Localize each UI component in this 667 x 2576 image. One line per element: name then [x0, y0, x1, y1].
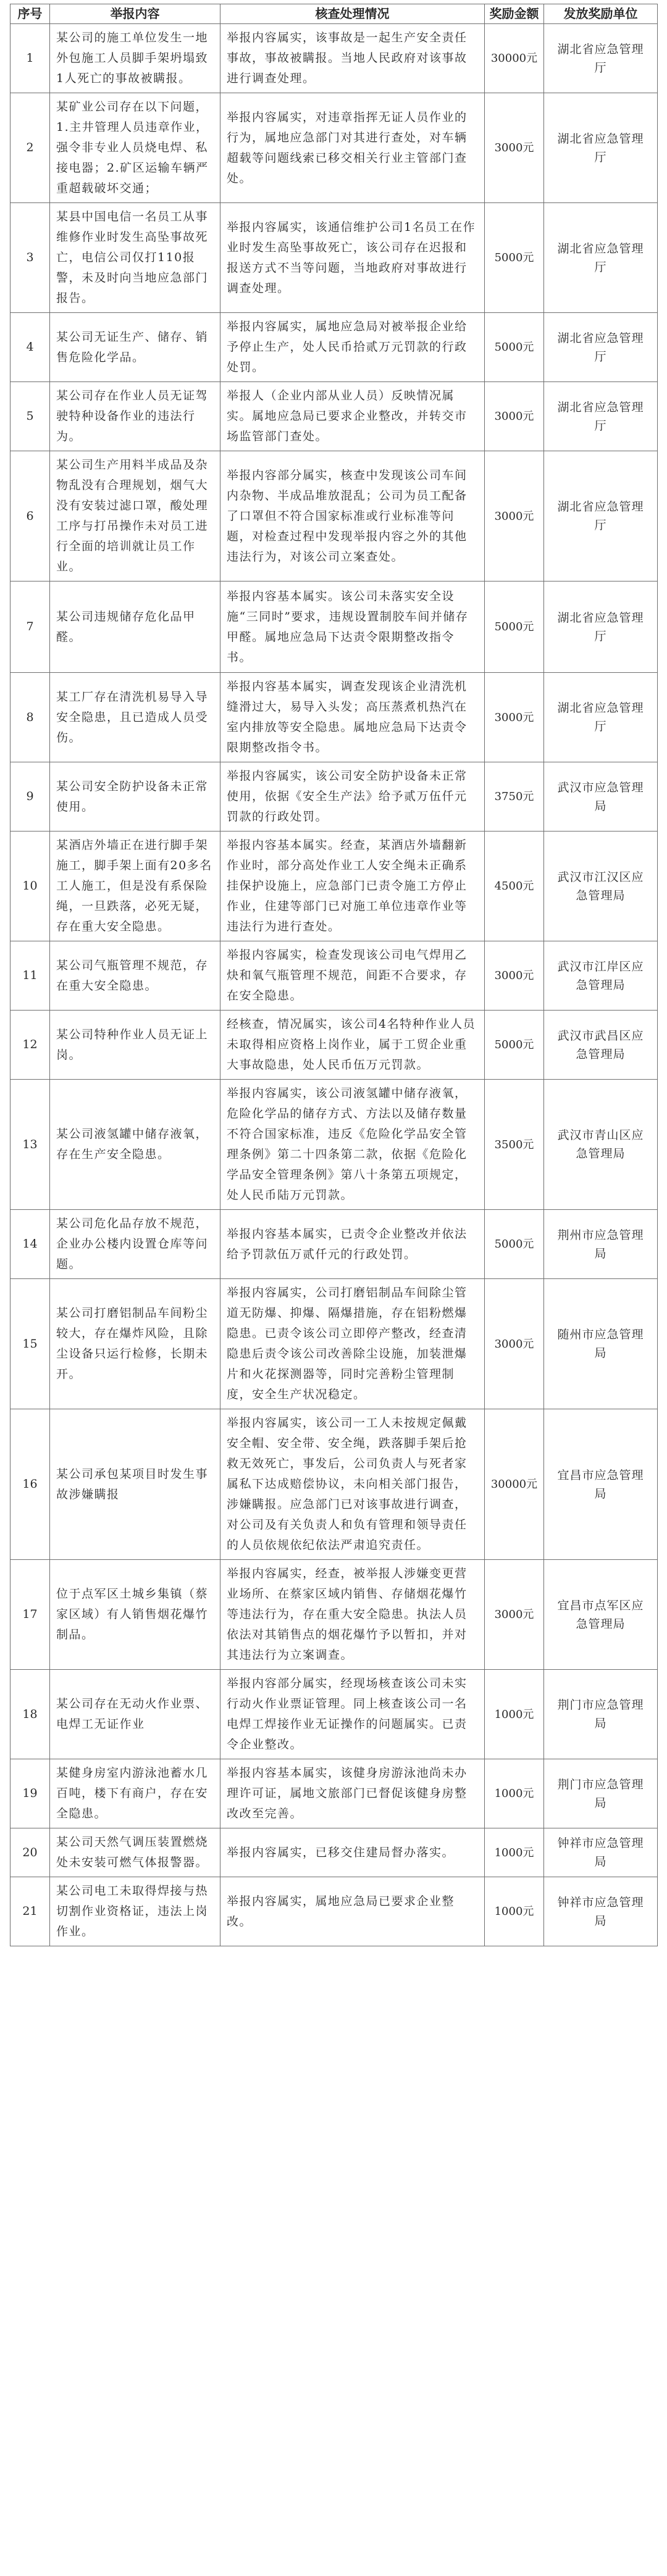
- reward-amount: 3500元: [485, 1080, 544, 1210]
- reward-amount: 1000元: [485, 1759, 544, 1828]
- table-row: [10, 1080, 658, 1210]
- table-row: [10, 832, 658, 941]
- table-row: [10, 1670, 658, 1759]
- table-row: [10, 451, 658, 581]
- check-result: 举报内容基本属实，该健身房游泳池尚未办理许可证，属地文旅部门已督促该健身房整改改至完善。: [220, 1759, 485, 1828]
- report-content: 某公司违规储存危化品甲醛。: [50, 581, 220, 673]
- check-result: 经核查，情况属实，该公司4名特种作业人员未取得相应资格上岗作业，属于工贸企业重大事故隐患，处人民币伍万元罚款。: [220, 1011, 485, 1080]
- reward-table: [10, 4, 658, 1946]
- header-check: 核查处理情况: [220, 4, 485, 24]
- issuing-unit: 武汉市青山区应急管理局: [544, 1080, 658, 1210]
- row-number: 18: [10, 1670, 50, 1759]
- report-content: 某公司承包某项目时发生事故涉嫌瞒报: [50, 1409, 220, 1560]
- row-number: 3: [10, 203, 50, 313]
- check-result: 举报内容基本属实，调查发现该企业清洗机缝滑过大，易导入头发；高压蒸煮机热汽在室内排放等安全隐患。属地应急局下达责令限期整改指令书。: [220, 673, 485, 762]
- reward-amount: 1000元: [485, 1670, 544, 1759]
- table-row: [10, 1011, 658, 1080]
- issuing-unit: 荆门市应急管理局: [544, 1759, 658, 1828]
- reward-amount: 3000元: [485, 673, 544, 762]
- issuing-unit: 钟祥市应急管理局: [544, 1828, 658, 1877]
- row-number: 19: [10, 1759, 50, 1828]
- row-number: 2: [10, 93, 50, 203]
- table-row: [10, 581, 658, 673]
- table-row: [10, 1828, 658, 1877]
- table-row: [10, 1409, 658, 1560]
- report-content: 某矿业公司存在以下问题，1.主井管理人员违章作业，强令非专业人员烧电焊、私接电器；2.矿区运输车辆严重超载破坏交通；: [50, 93, 220, 203]
- check-result: 举报内容属实，该公司液氢罐中储存液氧，危险化学品的储存方式、方法以及储存数量不符合国家标准，违反《危险化学品安全管理条例》第二十四条第二款，依据《危险化学品安全管理条例》第八十条第五项规定，处人民币陆万元罚款。: [220, 1080, 485, 1210]
- table-row: [10, 313, 658, 382]
- table-row: [10, 673, 658, 762]
- issuing-unit: 随州市应急管理局: [544, 1279, 658, 1409]
- reward-amount: 5000元: [485, 1011, 544, 1080]
- table-row: [10, 1560, 658, 1670]
- table-row: [10, 762, 658, 832]
- reward-amount: 3000元: [485, 93, 544, 203]
- reward-amount: 5000元: [485, 1210, 544, 1279]
- issuing-unit: 武汉市江岸区应急管理局: [544, 941, 658, 1011]
- report-content: 某公司气瓶管理不规范，存在重大安全隐患。: [50, 941, 220, 1011]
- row-number: 16: [10, 1409, 50, 1560]
- row-number: 11: [10, 941, 50, 1011]
- issuing-unit: 荆州市应急管理局: [544, 1210, 658, 1279]
- report-content: 某公司安全防护设备未正常使用。: [50, 762, 220, 832]
- report-content: 某公司无证生产、储存、销售危险化学品。: [50, 313, 220, 382]
- report-content: 位于点军区土城乡集镇（蔡家区域）有人销售烟花爆竹制品。: [50, 1560, 220, 1670]
- check-result: 举报人（企业内部从业人员）反映情况属实。属地应急局已要求企业整改，并转交市场监管部门查处。: [220, 382, 485, 451]
- check-result: 举报内容基本属实。经查，某酒店外墙翻新作业时，部分高处作业工人安全绳未正确系挂保护设施上，应急部门已责令施工方停止作业，住建等部门已对施工单位违章作业等违法行为进行查处。: [220, 832, 485, 941]
- issuing-unit: 武汉市江汉区应急管理局: [544, 832, 658, 941]
- header-no: 序号: [10, 4, 50, 24]
- check-result: 举报内容属实，经查，被举报人涉嫌变更营业场所、在蔡家区域内销售、存储烟花爆竹等违法行为，存在重大安全隐患。执法人员依法对其销售点的烟花爆竹予以暂扣，并对其违法行为立案调查。: [220, 1560, 485, 1670]
- check-result: 举报内容属实，检查发现该公司电气焊用乙炔和氧气瓶管理不规范，间距不合要求，存在安全隐患。: [220, 941, 485, 1011]
- row-number: 9: [10, 762, 50, 832]
- check-result: 举报内容部分属实，核查中发现该公司车间内杂物、半成品堆放混乱；公司为员工配备了口罩但不符合国家标准或行业标准等问题，对检查过程中发现举报内容之外的其他违法行为，对该公司立案查处。: [220, 451, 485, 581]
- row-number: 14: [10, 1210, 50, 1279]
- issuing-unit: 湖北省应急管理厅: [544, 203, 658, 313]
- reward-amount: 30000元: [485, 24, 544, 93]
- issuing-unit: 宜昌市应急管理局: [544, 1409, 658, 1560]
- row-number: 6: [10, 451, 50, 581]
- check-result: 举报内容属实，属地应急局对被举报企业给予停止生产，处人民币拾贰万元罚款的行政处罚。: [220, 313, 485, 382]
- table-row: [10, 941, 658, 1011]
- report-content: 某公司液氢罐中储存液氧，存在生产安全隐患。: [50, 1080, 220, 1210]
- issuing-unit: 武汉市应急管理局: [544, 762, 658, 832]
- check-result: 举报内容属实，该公司安全防护设备未正常使用，依据《安全生产法》给予贰万伍仟元罚款的行政处罚。: [220, 762, 485, 832]
- row-number: 21: [10, 1877, 50, 1946]
- issuing-unit: 湖北省应急管理厅: [544, 24, 658, 93]
- report-content: 某工厂存在清洗机易导入导安全隐患，且已造成人员受伤。: [50, 673, 220, 762]
- check-result: 举报内容基本属实，已责令企业整改并依法给予罚款伍万贰仟元的行政处罚。: [220, 1210, 485, 1279]
- report-content: 某县中国电信一名员工从事维修作业时发生高坠事故死亡，电信公司仅打110报警，未及时向当地应急部门报告。: [50, 203, 220, 313]
- header-amount: 奖励金额: [485, 4, 544, 24]
- reward-amount: 3000元: [485, 1560, 544, 1670]
- header-unit: 发放奖励单位: [544, 4, 658, 24]
- issuing-unit: 宜昌市点军区应急管理局: [544, 1560, 658, 1670]
- issuing-unit: 钟祥市应急管理局: [544, 1877, 658, 1946]
- row-number: 1: [10, 24, 50, 93]
- check-result: 举报内容属实，公司打磨铝制品车间除尘管道无防爆、抑爆、隔爆措施，存在铝粉燃爆隐患。已责令该公司立即停产整改，经查清隐患后责令该公司改善除尘设施，加装泄爆片和火花探测器等，同时完善粉尘管理制度，安全生产状况稳定。: [220, 1279, 485, 1409]
- table-header-row: [10, 4, 658, 24]
- table-body: [10, 24, 658, 1946]
- check-result: 举报内容属实，该事故是一起生产安全责任事故，事故被瞒报。当地人民政府对该事故进行调查处理。: [220, 24, 485, 93]
- row-number: 17: [10, 1560, 50, 1670]
- document-page: [10, 4, 657, 1946]
- reward-amount: 1000元: [485, 1828, 544, 1877]
- check-result: 举报内容属实，该通信维护公司1名员工在作业时发生高坠事故死亡，该公司存在迟报和报送方式不当等问题，当地政府对事故进行调查处理。: [220, 203, 485, 313]
- report-content: 某公司存在作业人员无证驾驶特种设备作业的违法行为。: [50, 382, 220, 451]
- reward-amount: 3000元: [485, 451, 544, 581]
- row-number: 12: [10, 1011, 50, 1080]
- table-row: [10, 1877, 658, 1946]
- report-content: 某公司特种作业人员无证上岗。: [50, 1011, 220, 1080]
- row-number: 15: [10, 1279, 50, 1409]
- issuing-unit: 湖北省应急管理厅: [544, 93, 658, 203]
- check-result: 举报内容属实，该公司一工人未按规定佩戴安全帽、安全带、安全绳，跌落脚手架后抢救无效死亡，事发后，公司负责人与死者家属私下达成赔偿协议，未向相关部门报告，涉嫌瞒报。应急部门已对该事故进行调查，对公司及有关负责人和负有管理和领导责任的人员依规依纪依法严肃追究责任。: [220, 1409, 485, 1560]
- row-number: 8: [10, 673, 50, 762]
- row-number: 20: [10, 1828, 50, 1877]
- reward-amount: 30000元: [485, 1409, 544, 1560]
- issuing-unit: 荆门市应急管理局: [544, 1670, 658, 1759]
- reward-amount: 5000元: [485, 203, 544, 313]
- issuing-unit: 湖北省应急管理厅: [544, 451, 658, 581]
- row-number: 5: [10, 382, 50, 451]
- reward-amount: 3000元: [485, 941, 544, 1011]
- report-content: 某公司存在无动火作业票、电焊工无证作业: [50, 1670, 220, 1759]
- check-result: 举报内容部分属实，经现场核查该公司未实行动火作业票证管理。同上核查该公司一名电焊工焊接作业无证操作的问题属实。已责令企业整改。: [220, 1670, 485, 1759]
- header-report: 举报内容: [50, 4, 220, 24]
- check-result: 举报内容基本属实。该公司未落实安全设施“三同时”要求，违规设置制胶车间并储存甲醛。属地应急局下达责令限期整改指令书。: [220, 581, 485, 673]
- report-content: 某公司的施工单位发生一地外包施工人员脚手架坍塌致1人死亡的事故被瞒报。: [50, 24, 220, 93]
- reward-amount: 5000元: [485, 581, 544, 673]
- reward-amount: 5000元: [485, 313, 544, 382]
- table-row: [10, 1279, 658, 1409]
- row-number: 7: [10, 581, 50, 673]
- row-number: 4: [10, 313, 50, 382]
- table-row: [10, 1759, 658, 1828]
- issuing-unit: 湖北省应急管理厅: [544, 581, 658, 673]
- report-content: 某酒店外墙正在进行脚手架施工，脚手架上面有20多名工人施工，但是没有系保险绳，一旦跌落，必死无疑，存在重大安全隐患。: [50, 832, 220, 941]
- table-row: [10, 93, 658, 203]
- issuing-unit: 湖北省应急管理厅: [544, 382, 658, 451]
- report-content: 某健身房室内游泳池蓄水几百吨，楼下有商户，存在安全隐患。: [50, 1759, 220, 1828]
- reward-amount: 3000元: [485, 1279, 544, 1409]
- check-result: 举报内容属实，属地应急局已要求企业整改。: [220, 1877, 485, 1946]
- report-content: 某公司天然气调压装置燃烧处未安装可燃气体报警器。: [50, 1828, 220, 1877]
- report-content: 某公司危化品存放不规范，企业办公楼内设置仓库等问题。: [50, 1210, 220, 1279]
- report-content: 某公司电工未取得焊接与热切割作业资格证，违法上岗作业。: [50, 1877, 220, 1946]
- check-result: 举报内容属实，对违章指挥无证人员作业的行为，属地应急部门对其进行查处，对车辆超载等问题线索已移交相关行业主管部门查处。: [220, 93, 485, 203]
- table-row: [10, 24, 658, 93]
- reward-amount: 4500元: [485, 832, 544, 941]
- table-row: [10, 1210, 658, 1279]
- reward-amount: 3000元: [485, 382, 544, 451]
- issuing-unit: 湖北省应急管理厅: [544, 673, 658, 762]
- check-result: 举报内容属实，已移交住建局督办落实。: [220, 1828, 485, 1877]
- row-number: 13: [10, 1080, 50, 1210]
- report-content: 某公司打磨铝制品车间粉尘较大，存在爆炸风险，且除尘设备只运行检修，长期未开。: [50, 1279, 220, 1409]
- table-row: [10, 382, 658, 451]
- issuing-unit: 湖北省应急管理厅: [544, 313, 658, 382]
- row-number: 10: [10, 832, 50, 941]
- issuing-unit: 武汉市武昌区应急管理局: [544, 1011, 658, 1080]
- reward-amount: 3750元: [485, 762, 544, 832]
- report-content: 某公司生产用料半成品及杂物乱没有合理规划，烟气大没有安装过滤口罩，酸处理工序与打吊操作未对员工进行全面的培训就让员工作业。: [50, 451, 220, 581]
- reward-amount: 1000元: [485, 1877, 544, 1946]
- table-row: [10, 203, 658, 313]
